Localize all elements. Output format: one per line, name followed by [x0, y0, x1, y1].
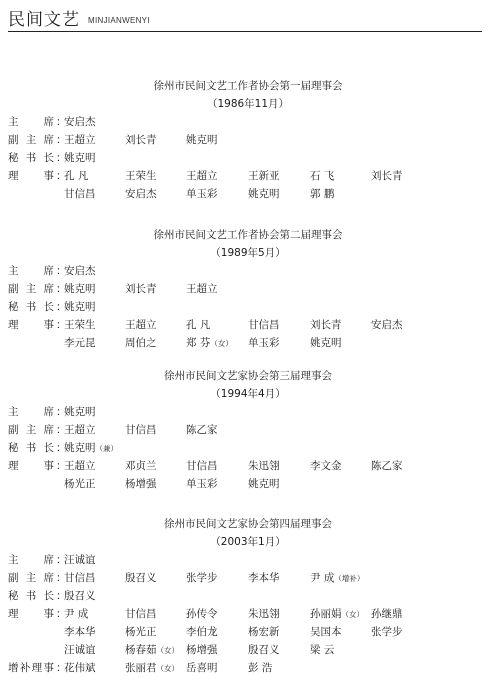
- section-title: 徐州市民间文艺工作者协会第二届理事会: [153, 229, 343, 241]
- member-name: 刘长青: [125, 283, 157, 295]
- member-name: 杨光正: [64, 478, 96, 490]
- member-name: 梁 云: [310, 644, 335, 656]
- member-row: [8, 334, 488, 352]
- member-name: 姚克明（兼）: [64, 442, 118, 454]
- member-name: 甘信昌: [125, 424, 157, 436]
- member-row: [8, 131, 488, 149]
- role-label: 秘 书 长 ：: [8, 152, 67, 164]
- council-section: [8, 367, 488, 493]
- role-label: 理 事 ：: [8, 460, 67, 472]
- member-name: 李本华: [64, 626, 96, 638]
- member-name: 王超立: [64, 424, 96, 436]
- member-name: 殷召义: [64, 590, 96, 602]
- member-name: 岳喜明: [186, 662, 218, 674]
- member-name: 杨春茹（女）: [125, 644, 179, 656]
- member-name: 单玉彩: [248, 337, 280, 349]
- role-label: 理 事 ：: [8, 319, 67, 331]
- member-name: 刘长青: [310, 319, 342, 331]
- page-header: [8, 10, 482, 32]
- member-name: 王荣生: [64, 319, 96, 331]
- section-date: （1986年11月）: [206, 98, 290, 110]
- member-name: 张丽君（女）: [125, 662, 179, 674]
- member-name: 李文金: [310, 460, 342, 472]
- member-name: 汪诚谊: [64, 554, 96, 566]
- member-row: [8, 475, 488, 493]
- member-row: [8, 185, 488, 203]
- member-name: 殷召义: [248, 644, 280, 656]
- member-row: [8, 587, 488, 605]
- member-name: 尹 成: [64, 608, 89, 620]
- member-name: 姚克明: [310, 337, 342, 349]
- member-name: 姚克明: [64, 406, 96, 418]
- member-name: 王超立: [125, 319, 157, 331]
- member-name: 张学步: [186, 572, 218, 584]
- member-name: 王超立: [186, 170, 218, 182]
- member-row: [8, 659, 488, 677]
- member-row: [8, 605, 488, 623]
- member-name: 刘长青: [125, 134, 157, 146]
- header-subtitle: MINJIANWENYI: [88, 16, 150, 25]
- member-name: 杨光正: [125, 626, 157, 638]
- member-name: 甘信昌: [186, 460, 218, 472]
- member-name: 陈乙家: [371, 460, 403, 472]
- member-name: 周伯之: [125, 337, 157, 349]
- member-name: 汪诚谊: [64, 644, 96, 656]
- member-name: 王新亚: [248, 170, 280, 182]
- member-row: [8, 623, 488, 641]
- member-name: 杨宏新: [248, 626, 280, 638]
- member-name: 彭 浩: [248, 662, 273, 674]
- member-name: 安启杰: [64, 265, 96, 277]
- member-name: 陈乙家: [186, 424, 218, 436]
- role-label: 副 主 席 ：: [8, 283, 67, 295]
- member-name: 甘信昌: [64, 188, 96, 200]
- member-name: 尹 成（增补）: [310, 572, 365, 584]
- section-title: 徐州市民间文艺工作者协会第一届理事会: [153, 80, 343, 92]
- member-name: 姚克明: [186, 134, 218, 146]
- member-name: 殷召义: [125, 572, 157, 584]
- member-row: [8, 167, 488, 185]
- header-rule: [8, 31, 482, 32]
- section-title: 徐州市民间文艺家协会第三届理事会: [164, 370, 332, 382]
- member-row: [8, 421, 488, 439]
- member-name: 孙继鼎: [371, 608, 403, 620]
- section-date: （1994年4月）: [210, 388, 286, 400]
- member-name: 杨增强: [186, 644, 218, 656]
- member-row: [8, 641, 488, 659]
- member-name: 花伟斌: [64, 662, 96, 674]
- member-name: 刘长青: [371, 170, 403, 182]
- member-name: 石 飞: [310, 170, 335, 182]
- member-name: 安启杰: [371, 319, 403, 331]
- member-name: 甘信昌: [125, 608, 157, 620]
- role-label: 秘 书 长 ：: [8, 301, 67, 313]
- member-row: [8, 280, 488, 298]
- member-row: [8, 457, 488, 475]
- role-label: 秘 书 长 ：: [8, 442, 67, 454]
- member-name: 姚克明: [248, 478, 280, 490]
- council-section: [8, 77, 488, 203]
- member-row: [8, 439, 488, 457]
- member-name: 姚克明: [248, 188, 280, 200]
- member-name: 孔 凡: [64, 170, 89, 182]
- member-name: 孙传令: [186, 608, 218, 620]
- member-name: 王超立: [64, 134, 96, 146]
- section-title: 徐州市民间文艺家协会第四届理事会: [164, 518, 332, 530]
- member-name: 邓贞兰: [125, 460, 157, 472]
- member-name: 单玉彩: [186, 188, 218, 200]
- role-label: 主 席 ：: [8, 116, 67, 128]
- member-name: 王荣生: [125, 170, 157, 182]
- member-name: 张学步: [371, 626, 403, 638]
- council-section: [8, 226, 488, 352]
- member-name: 朱迅翎: [248, 460, 280, 472]
- member-name: 孙丽娟（女）: [310, 608, 364, 620]
- member-row: [8, 262, 488, 280]
- member-row: [8, 316, 488, 334]
- role-label: 增 补 理 事 ：: [8, 662, 67, 674]
- member-name: 杨增强: [125, 478, 157, 490]
- section-date: （2003年1月）: [210, 536, 286, 548]
- member-name: 姚克明: [64, 283, 96, 295]
- council-section: [8, 515, 488, 677]
- header-title: 民间文艺: [8, 10, 80, 30]
- member-row: [8, 113, 488, 131]
- member-name: 孔 凡: [186, 319, 211, 331]
- member-name: 李伯龙: [186, 626, 218, 638]
- role-label: 主 席 ：: [8, 554, 67, 566]
- member-name: 王超立: [186, 283, 218, 295]
- role-label: 理 事 ：: [8, 170, 67, 182]
- member-row: [8, 551, 488, 569]
- member-name: 吴国本: [310, 626, 342, 638]
- member-name: 甘信昌: [248, 319, 280, 331]
- member-name: 郑 芬（女）: [186, 337, 233, 349]
- member-name: 王超立: [64, 460, 96, 472]
- member-name: 姚克明: [64, 152, 96, 164]
- member-name: 甘信昌: [64, 572, 96, 584]
- member-name: 李本华: [248, 572, 280, 584]
- member-row: [8, 298, 488, 316]
- member-name: 单玉彩: [186, 478, 218, 490]
- role-label: 理 事 ：: [8, 608, 67, 620]
- member-name: 朱迅翎: [248, 608, 280, 620]
- role-label: 副 主 席 ：: [8, 134, 67, 146]
- member-name: 李元昆: [64, 337, 96, 349]
- role-label: 秘 书 长 ：: [8, 590, 67, 602]
- member-name: 安启杰: [125, 188, 157, 200]
- member-name: 安启杰: [64, 116, 96, 128]
- role-label: 副 主 席 ：: [8, 572, 67, 584]
- member-row: [8, 403, 488, 421]
- member-row: [8, 149, 488, 167]
- member-name: 郭 鹏: [310, 188, 335, 200]
- role-label: 主 席 ：: [8, 406, 67, 418]
- member-row: [8, 569, 488, 587]
- member-name: 姚克明: [64, 301, 96, 313]
- section-date: （1989年5月）: [210, 247, 286, 259]
- role-label: 副 主 席 ：: [8, 424, 67, 436]
- role-label: 主 席 ：: [8, 265, 67, 277]
